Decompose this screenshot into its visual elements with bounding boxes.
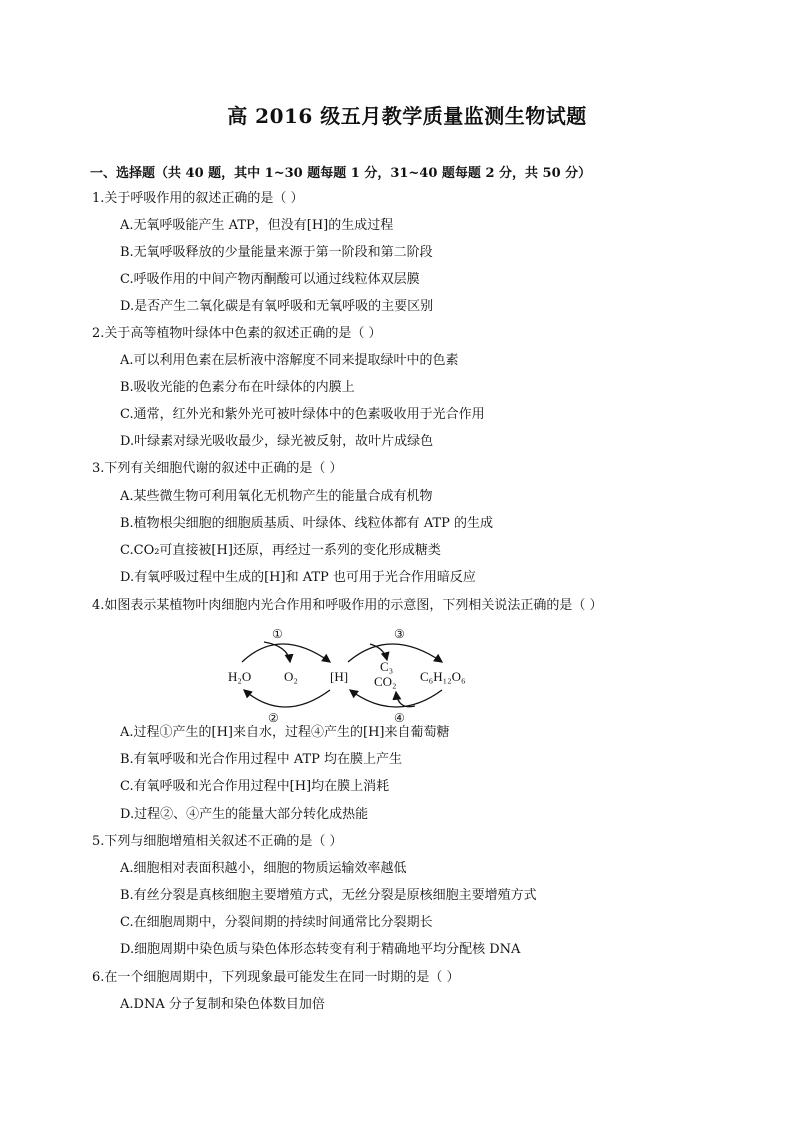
label-process-1: ①	[272, 627, 283, 641]
label-process-4: ④	[394, 711, 405, 724]
question-2-option-b: B.吸收光能的色素分布在叶绿体的内膜上	[120, 380, 355, 395]
question-4-option-a: A.过程①产生的[H]来自水，过程④产生的[H]来自葡萄糖	[120, 725, 450, 740]
question-3-option-a: A.某些微生物可利用氧化无机物产生的能量合成有机物	[120, 489, 433, 504]
arrow-c3-branch	[370, 644, 387, 660]
label-o2: O₂	[284, 669, 298, 684]
question-5-option-c: C.在细胞周期中，分裂间期的持续时间通常比分裂期长	[120, 915, 433, 930]
question-5-option-b: B.有丝分裂是真核细胞主要增殖方式，无丝分裂是原核细胞主要增殖方式	[120, 888, 537, 903]
question-2-option-c: C.通常，红外光和紫外光可被叶绿体中的色素吸收用于光合作用	[120, 407, 485, 422]
question-6-option-a: A.DNA 分子复制和染色体数目加倍	[120, 997, 325, 1012]
question-1-stem: 1.关于呼吸作用的叙述正确的是（ ）	[92, 191, 304, 206]
question-2-stem: 2.关于高等植物叶绿体中色素的叙述正确的是（ ）	[92, 326, 382, 341]
question-3-option-b: B.植物根尖细胞的细胞质基质、叶绿体、线粒体都有 ATP 的生成	[120, 516, 494, 531]
question-3-option-d: D.有氧呼吸过程中生成的[H]和 ATP 也可用于光合作用暗反应	[120, 570, 476, 585]
question-5-option-d: D.细胞周期中染色质与染色体形态转变有利于精确地平均分配核 DNA	[120, 942, 521, 957]
question-1-option-b: B.无氧呼吸释放的少量能量来源于第一阶段和第二阶段	[120, 245, 433, 260]
question-4-option-b: B.有氧呼吸和光合作用过程中 ATP 均在膜上产生	[120, 752, 403, 767]
question-2-option-a: A.可以利用色素在层析液中溶解度不同来提取绿叶中的色素	[120, 353, 459, 368]
section-heading: 一、选择题（共 40 题，其中 1~30 题每题 1 分，31~40 题每题 2 分，共 50 分）	[90, 166, 592, 181]
label-glucose: C₆H₁₂O₆	[420, 669, 466, 684]
question-5-stem: 5.下列与细胞增殖相关叙述不正确的是（ ）	[92, 834, 343, 849]
label-h: [H]	[330, 669, 349, 684]
label-co2: CO₂	[374, 674, 397, 689]
photosynthesis-respiration-diagram	[220, 624, 490, 724]
question-6-stem: 6.在一个细胞周期中，下列现象最可能发生在同一时期的是（ ）	[92, 970, 460, 985]
question-2-option-d: D.叶绿素对绿光吸收最少，绿光被反射，故叶片成绿色	[120, 434, 434, 449]
question-4-option-d: D.过程②、④产生的能量大部分转化成热能	[120, 807, 369, 822]
question-1-option-d: D.是否产生二氧化碳是有氧呼吸和无氧呼吸的主要区别	[120, 299, 434, 314]
label-process-3: ③	[394, 627, 405, 641]
question-5-option-a: A.细胞相对表面积越小，细胞的物质运输效率越低	[120, 861, 407, 876]
question-3-stem: 3.下列有关细胞代谢的叙述中正确的是（ ）	[92, 461, 343, 476]
arrow-h-to-glucose	[348, 644, 442, 662]
arrow-h-to-h2o	[244, 690, 330, 707]
label-process-2: ②	[268, 711, 279, 724]
label-h2o: H₂O	[228, 669, 252, 684]
page-title: 高 2016 级五月教学质量监测生物试题	[227, 104, 587, 128]
question-1-option-c: C.呼吸作用的中间产物丙酮酸可以通过线粒体双层膜	[120, 272, 420, 287]
question-1-option-a: A.无氧呼吸能产生 ATP，但没有[H]的生成过程	[120, 218, 394, 233]
question-3-option-c: C.CO₂可直接被[H]还原，再经过一系列的变化形成糖类	[120, 543, 441, 558]
label-c3: C₃	[380, 659, 394, 674]
question-4-stem: 4.如图表示某植物叶肉细胞内光合作用和呼吸作用的示意图，下列相关说法正确的是（ ）	[92, 598, 603, 613]
question-4-option-c: C.有氧呼吸和光合作用过程中[H]均在膜上消耗	[120, 779, 390, 794]
